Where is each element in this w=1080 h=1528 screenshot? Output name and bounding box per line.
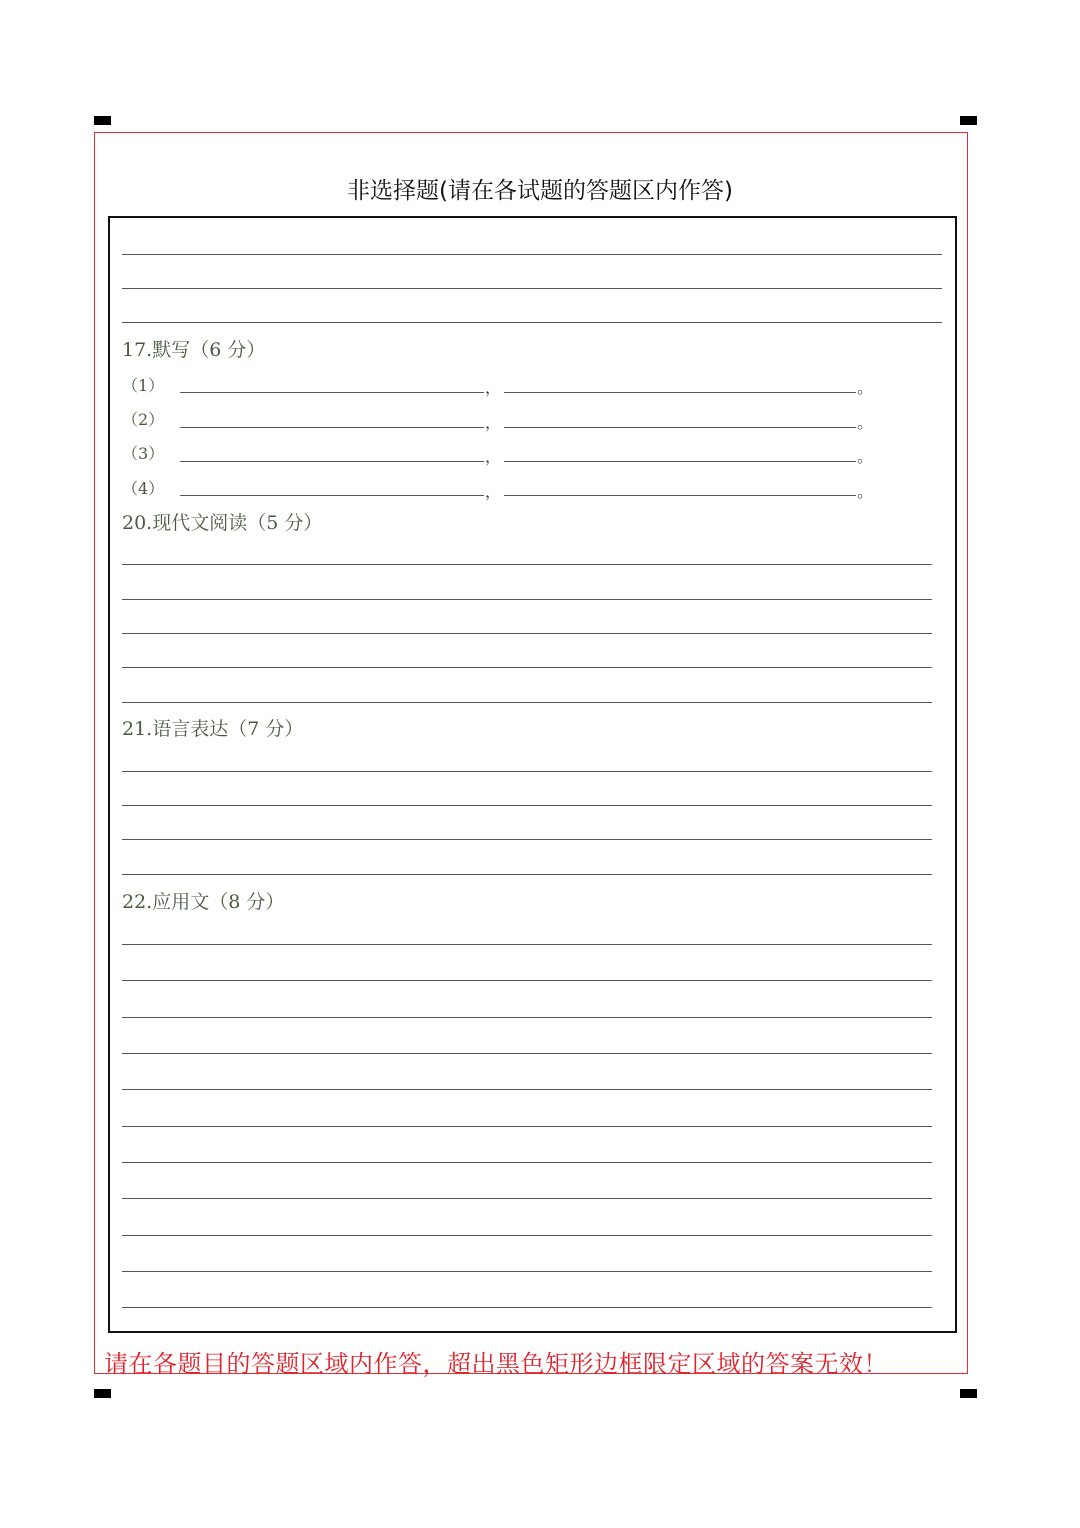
q17-blank-right[interactable]: [504, 461, 856, 462]
answer-line[interactable]: [122, 1126, 932, 1127]
answer-line[interactable]: [122, 1017, 932, 1018]
page-title: 非选择题(请在各试题的答题区内作答): [347, 178, 733, 204]
q17-blank-right[interactable]: [504, 392, 856, 393]
answer-line[interactable]: [122, 1307, 932, 1308]
q17-comma: ，: [485, 482, 502, 501]
answer-line[interactable]: [122, 980, 932, 981]
answer-line[interactable]: [122, 839, 932, 840]
question-21-label: 21.语言表达（7 分）: [122, 718, 304, 740]
q17-comma: ，: [485, 447, 502, 466]
answer-line[interactable]: [122, 322, 942, 323]
q17-blank-left[interactable]: [180, 392, 484, 393]
answer-line[interactable]: [122, 564, 932, 565]
answer-line[interactable]: [122, 874, 932, 875]
answer-line[interactable]: [122, 1089, 932, 1090]
q17-blank-right[interactable]: [504, 495, 856, 496]
answer-line[interactable]: [122, 633, 932, 634]
q17-item-number: （1）: [122, 376, 165, 395]
q17-period: 。: [857, 378, 874, 397]
question-17-label: 17.默写（6 分）: [122, 339, 266, 361]
q17-period: 。: [857, 413, 874, 432]
q17-comma: ，: [485, 413, 502, 432]
registration-marker-top-left: [94, 116, 111, 125]
answer-line[interactable]: [122, 288, 942, 289]
answer-line[interactable]: [122, 1235, 932, 1236]
q17-item-number: （2）: [122, 410, 165, 429]
q17-blank-left[interactable]: [180, 427, 484, 428]
answer-line[interactable]: [122, 771, 932, 772]
registration-marker-bottom-left: [94, 1389, 111, 1398]
question-22-label: 22.应用文（8 分）: [122, 891, 285, 913]
answer-line[interactable]: [122, 1053, 932, 1054]
registration-marker-bottom-right: [960, 1389, 977, 1398]
answer-line[interactable]: [122, 1271, 932, 1272]
q17-blank-left[interactable]: [180, 495, 484, 496]
q17-period: 。: [857, 447, 874, 466]
answer-line[interactable]: [122, 254, 942, 255]
q17-item-number: （3）: [122, 444, 165, 463]
q17-blank-left[interactable]: [180, 461, 484, 462]
answer-line[interactable]: [122, 702, 932, 703]
registration-marker-top-right: [960, 116, 977, 125]
answer-line[interactable]: [122, 944, 932, 945]
q17-period: 。: [857, 482, 874, 501]
answer-line[interactable]: [122, 667, 932, 668]
q17-blank-right[interactable]: [504, 427, 856, 428]
answer-line[interactable]: [122, 599, 932, 600]
q17-comma: ，: [485, 378, 502, 397]
answer-line[interactable]: [122, 1162, 932, 1163]
question-20-label: 20.现代文阅读（5 分）: [122, 512, 323, 534]
q17-item-number: （4）: [122, 479, 165, 498]
footer-warning: 请在各题目的答题区域内作答，超出黑色矩形边框限定区域的答案无效！: [104, 1350, 888, 1378]
answer-line[interactable]: [122, 1198, 932, 1199]
answer-area-frame: [108, 216, 957, 1333]
answer-line[interactable]: [122, 805, 932, 806]
